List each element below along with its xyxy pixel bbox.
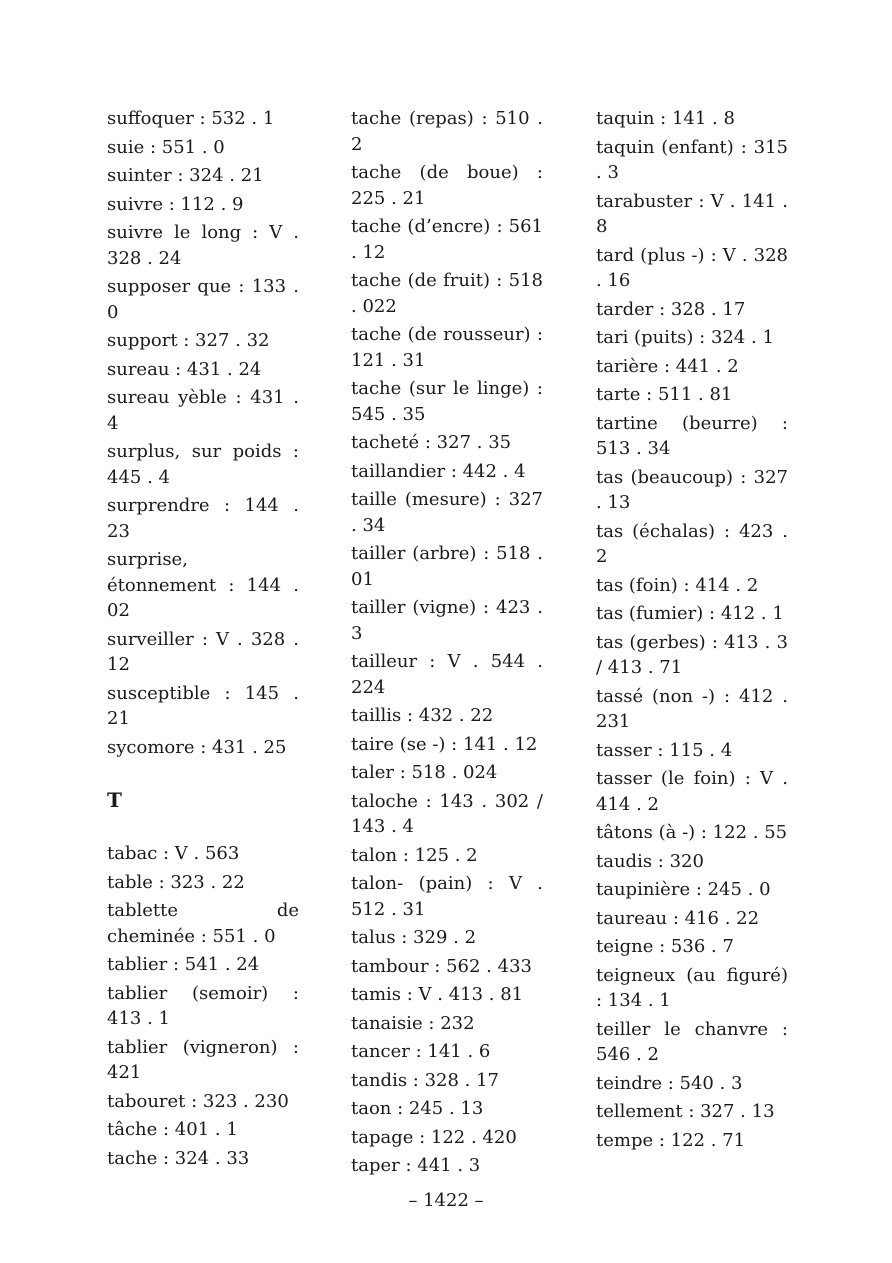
index-entry: tari (puits) : 324 . 1 [596,327,774,348]
index-entry: sycomore : 431 . 25 [107,736,287,758]
index-entry: teiller le chanvre : 546 . 2 [596,1018,788,1065]
entries [596,106,788,1153]
index-entry: tabouret : 323 . 230 [107,1090,289,1112]
index-entry: table : 323 . 22 [107,871,245,893]
index-entry: tas (gerbes) : 413 . 3 / 413 . 71 [596,631,788,678]
index-entry: tancer : 141 . 6 [351,1041,491,1062]
index-entry: teigneux (au figuré) : 134 . 1 [596,964,788,1011]
index-entry: tâche : 401 . 1 [107,1119,238,1140]
index-entry: tarière : 441 . 2 [596,355,739,377]
index-entry: taillis : 432 . 22 [351,705,494,726]
index-entry: tamis : V . 413 . 81 [351,984,524,1005]
index-entry: tas (foin) : 414 . 2 [596,574,759,596]
index-entry: tempe : 122 . 71 [596,1129,746,1151]
index-entry: surveiller : V . 328 . 12 [107,628,299,675]
entries-after-heading [107,841,299,1171]
entries [351,106,543,1179]
index-entry: talon : 125 . 2 [351,844,478,866]
index-entry: tache (sur le linge) : 545 . 35 [351,378,543,425]
index-entry: suivre le long : V . 328 . 24 [107,222,299,269]
index-entry: suivre : 112 . 9 [107,193,244,215]
index-column-1 [107,106,299,1174]
index-entry: suie : 551 . 0 [107,136,225,158]
index-entry: tas (fumier) : 412 . 1 [596,603,784,624]
index-entry: surprise, étonnement : 144 . 02 [107,549,299,621]
index-entry: sureau yèble : 431 . 4 [107,387,299,434]
index-entry: tassé (non -) : 412 . 231 [596,685,788,732]
index-column-2 [351,106,543,1182]
index-entry: tablier (semoir) : 413 . 1 [107,982,299,1029]
index-entry: tailleur : V . 544 . 224 [351,651,543,698]
index-entry: taloche : 143 . 302 / 143 . 4 [351,790,543,837]
index-entry: tambour : 562 . 433 [351,955,532,977]
index-entry: tanaisie : 232 [351,1012,475,1034]
index-entry: taquin : 141 . 8 [596,108,735,129]
index-entry: tard (plus -) : V . 328 . 16 [596,244,788,291]
index-entry: tellement : 327 . 13 [596,1101,775,1122]
index-entry: sureau : 431 . 24 [107,358,262,380]
index-entry: taureau : 416 . 22 [596,907,760,929]
index-entry: teindre : 540 . 3 [596,1072,743,1094]
index-entry: tailler (vigne) : 423 . 3 [351,597,543,644]
index-entry: taillandier : 442 . 4 [351,460,526,482]
index-entry: tablier : 541 . 24 [107,954,260,975]
index-entry: teigne : 536 . 7 [596,936,734,957]
index-entry: tache (d’encre) : 561 . 12 [351,216,543,263]
index-entry: tas (échalas) : 423 . 2 [596,520,788,567]
index-entry: taire (se -) : 141 . 12 [351,733,538,755]
index-entry: tablette de cheminée : 551 . 0 [107,900,299,947]
index-entry: tas (beaucoup) : 327 . 13 [596,466,788,513]
index-entry: surprendre : 144 . 23 [107,495,299,542]
index-column-3 [596,106,788,1156]
index-entry: tandis : 328 . 17 [351,1069,500,1091]
index-entry: tache (de boue) : 225 . 21 [351,162,543,209]
index-entry: tabac : V . 563 [107,843,240,864]
index-entry: tasser : 115 . 4 [596,739,733,761]
index-entry: surplus, sur poids : 445 . 4 [107,441,299,488]
index-entry: tasser (le foin) : V . 414 . 2 [596,768,788,815]
index-entry: tarabuster : V . 141 . 8 [596,190,788,237]
index-entry: susceptible : 145 . 21 [107,682,299,729]
index-entry: suinter : 324 . 21 [107,165,264,186]
index-entry: tarte : 511 . 81 [596,384,733,405]
index-entry: taler : 518 . 024 [351,762,498,783]
letter-heading: T [107,788,122,812]
index-entry: taudis : 320 [596,850,704,872]
index-entry: tablier (vigneron) : 421 [107,1036,299,1083]
entries-before-heading [107,106,299,760]
index-entry: tâtons (à -) : 122 . 55 [596,822,788,843]
index-entry: supposer que : 133 . 0 [107,276,299,323]
index-entry: tartine (beurre) : 513 . 34 [596,412,788,459]
index-entry: talus : 329 . 2 [351,927,477,948]
index-entry: taquin (enfant) : 315 . 3 [596,136,788,183]
index-entry: support : 327 . 32 [107,330,270,351]
index-entry: tache (de rousseur) : 121 . 31 [351,324,543,371]
index-entry: tache (de fruit) : 518 . 022 [351,270,543,317]
index-entry: tarder : 328 . 17 [596,298,746,320]
index-entry: taille (mesure) : 327 . 34 [351,489,543,536]
index-entry: tailler (arbre) : 518 . 01 [351,543,543,590]
index-entry: tapage : 122 . 420 [351,1126,517,1148]
index-entry: tache (repas) : 510 . 2 [351,108,543,155]
index-entry: taper : 441 . 3 [351,1155,481,1176]
index-entry: taon : 245 . 13 [351,1098,484,1119]
index-entry: tache : 324 . 33 [107,1147,250,1169]
index-entry: talon- (pain) : V . 512 . 31 [351,873,543,920]
index-entry: suffoquer : 532 . 1 [107,108,275,129]
index-entry: tacheté : 327 . 35 [351,432,512,453]
page-number: – 1422 – [408,1190,484,1211]
index-entry: taupinière : 245 . 0 [596,879,771,900]
